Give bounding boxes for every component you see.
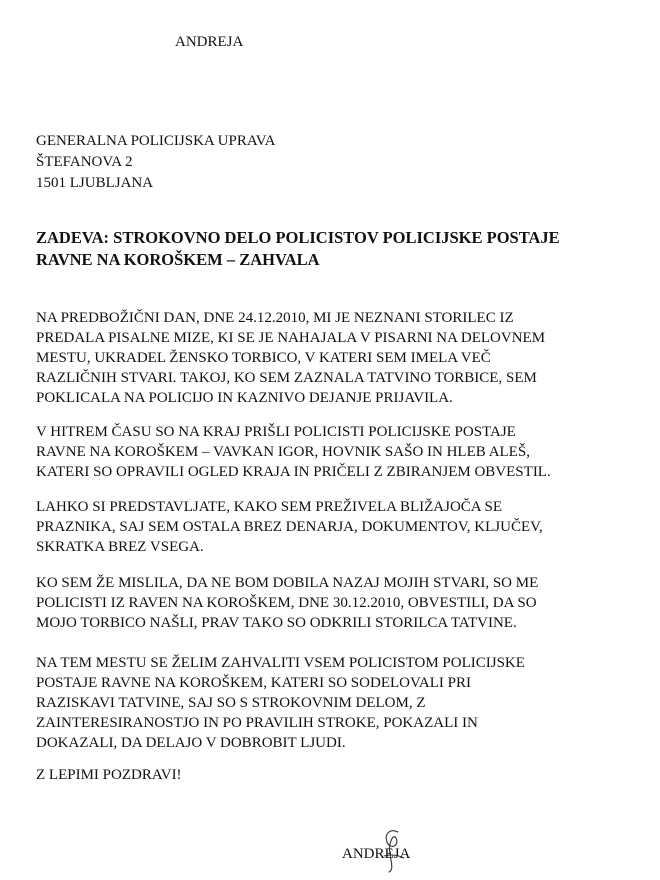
paragraph-line: POSTAJE RAVNE NA KOROŠKEM, KATERI SO SODELOVALI PRI: [36, 675, 471, 691]
paragraph-line: POKLICALA NA POLICIJO IN KAZNIVO DEJANJE PRIJAVILA.: [36, 390, 453, 406]
paragraph-line: POLICISTI IZ RAVEN NA KOROŠKEM, DNE 30.12.2010, OBVESTILI, DA SO: [36, 595, 537, 611]
paragraph-line: RAZISKAVI TATVINE, SAJ SO S STROKOVNIM DELOM, Z: [36, 695, 426, 711]
recipient-address: [36, 131, 276, 194]
paragraph-theft-report: [36, 308, 646, 408]
signature-name: ANDREJA: [342, 846, 411, 862]
subject-line: RAVNE NA KOROŠKEM – ZAHVALA: [36, 250, 320, 269]
paragraph-line: V HITREM ČASU SO NA KRAJ PRIŠLI POLICISTI POLICIJSKE POSTAJE: [36, 424, 516, 440]
paragraph-line: MOJO TORBICO NAŠLI, PRAV TAKO SO ODKRILI STORILCA TATVINE.: [36, 615, 517, 631]
subject-line: ZADEVA: STROKOVNO DELO POLICISTOV POLICIJSKE POSTAJE: [36, 228, 560, 247]
paragraph-line: PRAZNIKA, SAJ SEM OSTALA BREZ DENARJA, DOKUMENTOV, KLJUČEV,: [36, 519, 543, 535]
paragraph-line: RAZLIČNIH STVARI. TAKOJ, KO SEM ZAZNALA TATVINO TORBICE, SEM: [36, 370, 537, 386]
recipient-line: GENERALNA POLICIJSKA UPRAVA: [36, 133, 276, 149]
recipient-line: ŠTEFANOVA 2: [36, 154, 133, 170]
paragraph-line: RAVNE NA KOROŠKEM – VAVKAN IGOR, HOVNIK SAŠO IN HLEB ALEŠ,: [36, 444, 530, 460]
recipient-line: 1501 LJUBLJANA: [36, 175, 154, 191]
paragraph-holidays: [36, 497, 646, 557]
signature-block: [340, 824, 460, 874]
paragraph-line: MESTU, UKRADEL ŽENSKO TORBICO, V KATERI SEM IMELA VEČ: [36, 350, 491, 366]
paragraph-line: SKRATKA BREZ VSEGA.: [36, 539, 204, 555]
closing-greeting: Z LEPIMI POZDRAVI!: [36, 767, 182, 783]
paragraph-recovery: [36, 573, 646, 633]
paragraph-thanks: [36, 653, 646, 753]
subject-heading: [36, 227, 646, 271]
paragraph-line: PREDALA PISALNE MIZE, KI SE JE NAHAJALA V PISARNI NA DELOVNEM: [36, 330, 546, 346]
paragraph-line: KO SEM ŽE MISLILA, DA NE BOM DOBILA NAZAJ MOJIH STVARI, SO ME: [36, 575, 539, 591]
paragraph-line: NA PREDBOŽIČNI DAN, DNE 24.12.2010, MI JE NEZNANI STORILEC IZ: [36, 310, 514, 326]
sender-name-top: ANDREJA: [175, 34, 244, 50]
paragraph-line: DOKAZALI, DA DELAJO V DOBROBIT LJUDI.: [36, 735, 346, 751]
paragraph-line: LAHKO SI PREDSTAVLJATE, KAKO SEM PREŽIVELA BLIŽAJOČA SE: [36, 499, 503, 515]
paragraph-line: NA TEM MESTU SE ŽELIM ZAHVALITI VSEM POLICISTOM POLICIJSKE: [36, 655, 525, 671]
paragraph-police-arrival: [36, 422, 646, 482]
paragraph-line: ZAINTERESIRANOSTJO IN PO PRAVILIH STROKE, POKAZALI IN: [36, 715, 478, 731]
paragraph-line: KATERI SO OPRAVILI OGLED KRAJA IN PRIČELI Z ZBIRANJEM OBVESTIL.: [36, 464, 551, 480]
